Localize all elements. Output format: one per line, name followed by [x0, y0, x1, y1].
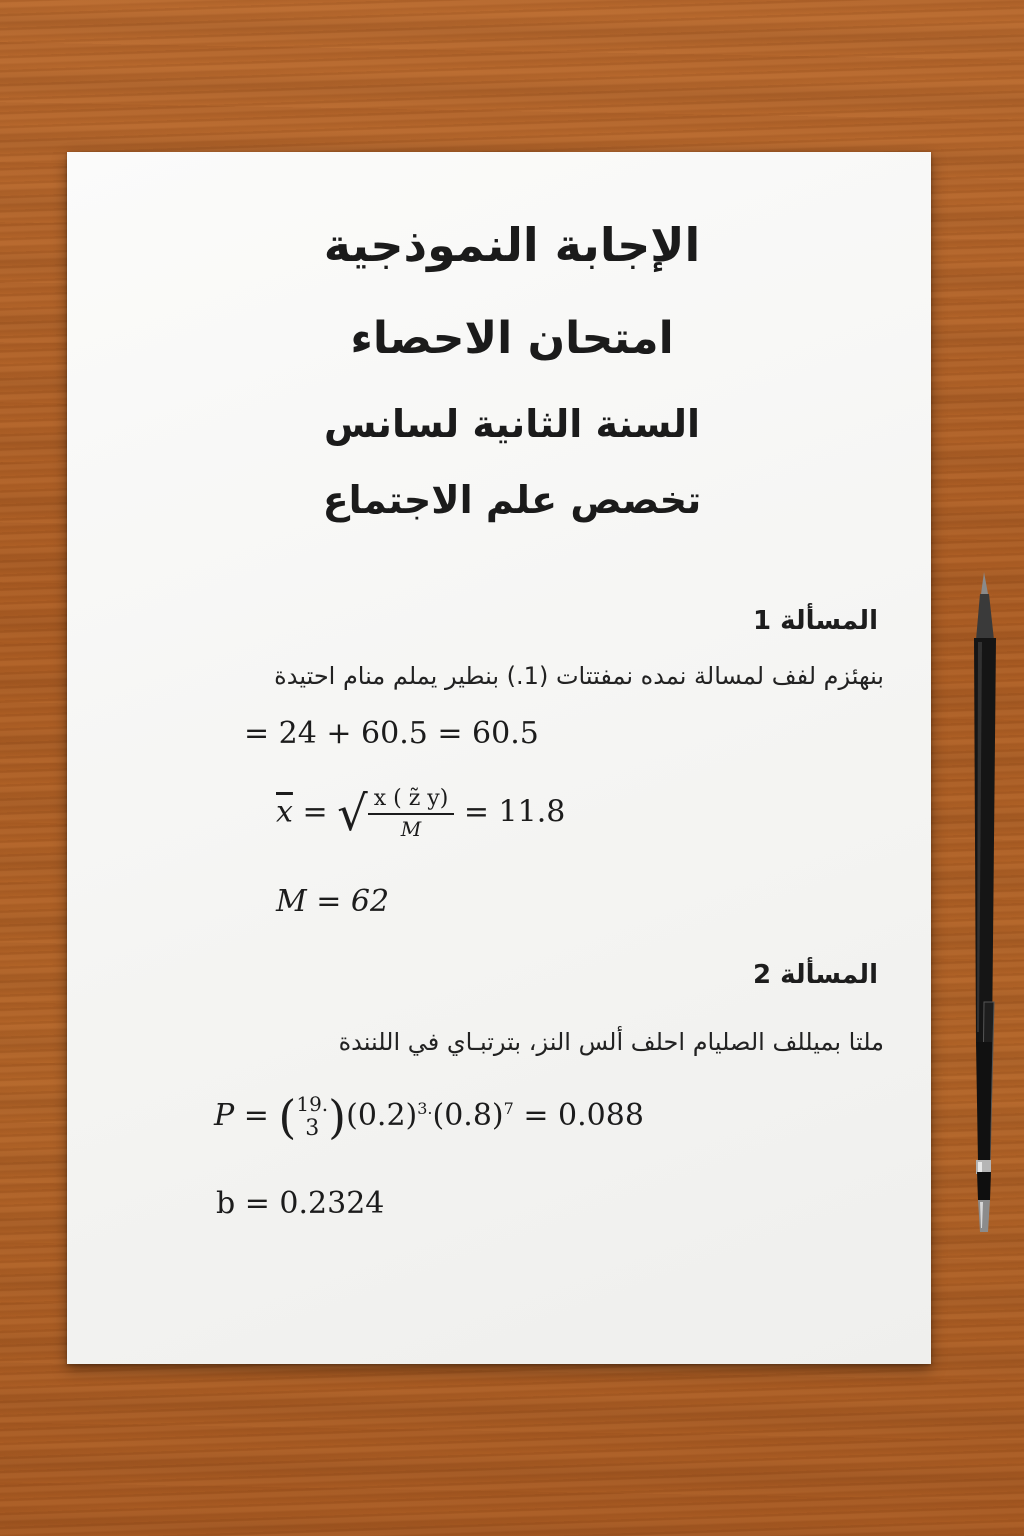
equation-fraction — [368, 786, 455, 841]
problem-2-statement: ملتا بميللف الصليام احلف ألس النز، بترتبـاي في اللنندة — [338, 1028, 884, 1056]
problem-2-equation-2 — [216, 1186, 384, 1221]
term-1: (0.2) — [346, 1098, 418, 1133]
title-year: السنة الثانية لسانس — [323, 402, 701, 446]
pen-icon — [926, 572, 1006, 1252]
equation-2-result: = 11.8 — [463, 794, 566, 830]
problem-1-heading: المسألة 1 — [752, 606, 878, 636]
binomial-top: 19. — [296, 1091, 329, 1116]
binomial-bottom: 3 — [305, 1115, 320, 1141]
fraction-denominator: M — [400, 817, 422, 841]
title-model-answer: الإجابة النموذجية — [323, 218, 701, 272]
equation-3-text: M = 62 — [276, 884, 390, 919]
exponent-1: 3. — [417, 1099, 433, 1118]
title-exam-name: امتحان الاحصاء — [350, 313, 674, 364]
title-specialization: تخصص علم الاجتماع — [322, 478, 702, 522]
fraction-numerator: x ( z̃ y) — [368, 786, 455, 815]
mean-symbol: $\overline{x}$ — [276, 794, 293, 830]
sqrt-symbol: √ — [337, 785, 368, 842]
problem-1-statement: بنهئزم لفف لمسالة نمده نمفتتات (1.) بنطير يملم منام احتيدة — [274, 662, 884, 690]
problem-1-equation-3 — [276, 884, 389, 919]
problem-2-heading: المسألة 2 — [752, 960, 878, 990]
exponent-2: 7 — [503, 1099, 514, 1118]
probability-lhs: P = — [214, 1098, 269, 1133]
problem-2-equation-1: P = ( 19. 3 )$(0.2)^{3.}(0.8)^7 = 0.088$ — [214, 1090, 644, 1144]
problem-1-equation-1 — [244, 716, 539, 751]
problem-1-equation-2: $\overline{x}$ = √ $\frac{x ( z̃ y)}{M}$ = 11.8 — [276, 785, 566, 842]
term-2: (0.8) — [432, 1098, 504, 1133]
equation-1-text: = 24 + 60.5 = 60.5 — [244, 716, 539, 751]
equation-b-text: b = 0.2324 — [216, 1186, 385, 1221]
binomial-coefficient — [296, 1092, 328, 1142]
probability-result: = 0.088 — [523, 1098, 644, 1133]
